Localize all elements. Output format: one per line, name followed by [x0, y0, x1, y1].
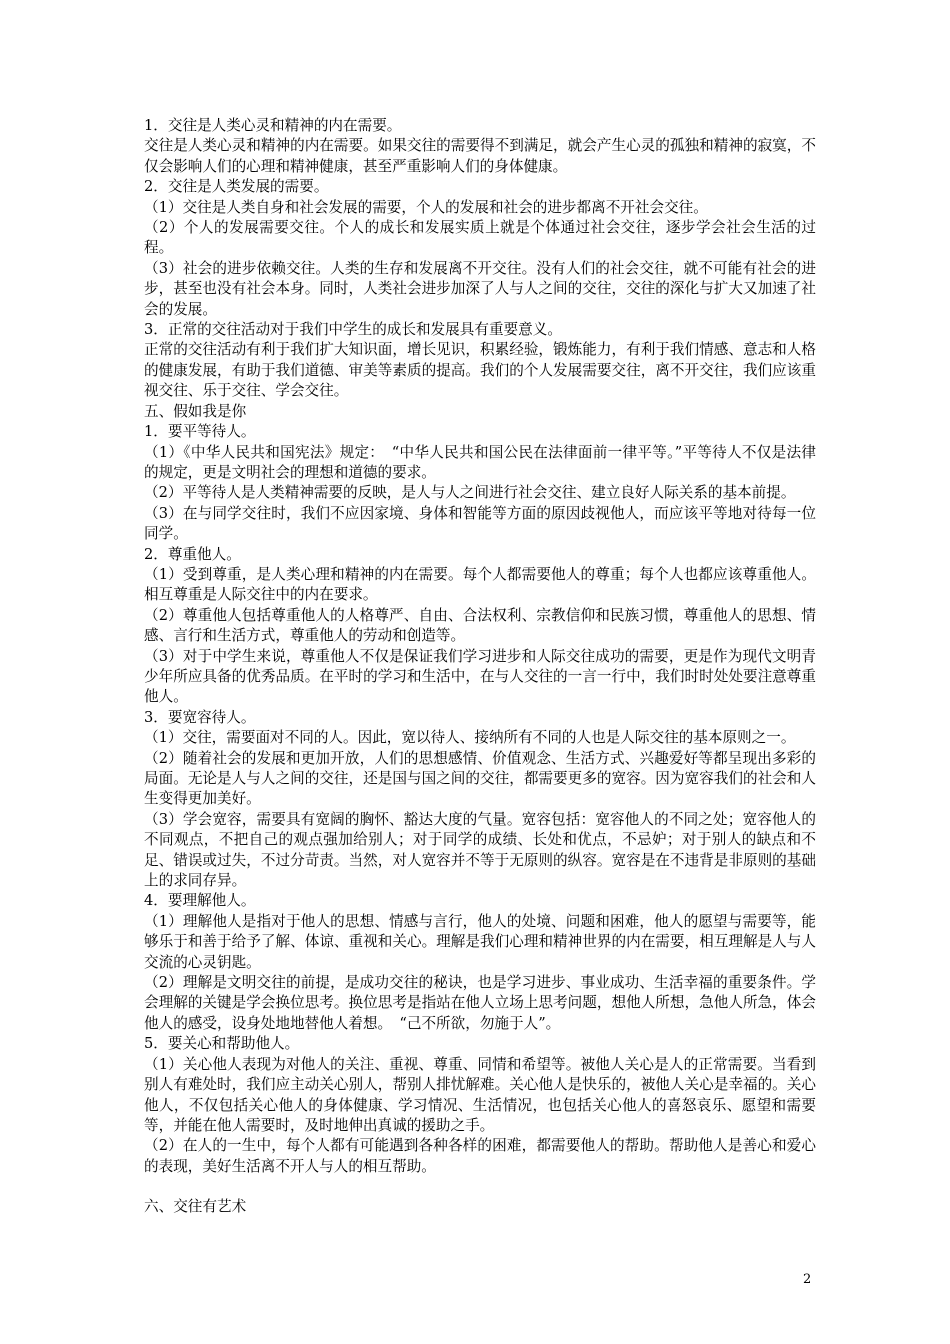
- subheading-understanding: 4．要理解他人。: [144, 892, 256, 910]
- section-heading-6: 六、交往有艺术: [144, 1198, 247, 1216]
- subheading-equality: 1．要平等待人。: [144, 423, 256, 441]
- heading-2: 2．交往是人类发展的需要。: [144, 178, 329, 196]
- subheading-care: 5．要关心和帮助他人。: [144, 1035, 300, 1053]
- paragraph: （2）尊重他人包括尊重他人的人格尊严、自由、合法权利、宗教信仰和民族习惯，尊重他人的思想、情感、言行和生活方式，尊重他人的劳动和创造等。: [144, 606, 816, 645]
- subheading-tolerance: 3．要宽容待人。: [144, 708, 256, 726]
- paragraph: （2）平等待人是人类精神需要的反映，是人与人之间进行社会交往、建立良好人际关系的基本前提。: [144, 484, 796, 502]
- subheading-respect: 2．尊重他人。: [144, 545, 241, 563]
- paragraph: 交往是人类心灵和精神的内在需要。如果交往的需要得不到满足，就会产生心灵的孤独和精神的寂寞，不仅会影响人们的心理和精神健康，甚至严重影响人们的身体健康。: [144, 137, 816, 175]
- paragraph: （2）随着社会的发展和更加开放，人们的思想感情、价值观念、生活方式、兴趣爱好等都呈现出多彩的局面。无论是人与人之间的交往，还是国与国之间的交往，都需要更多的宽容。因为宽容我们的社会和人生变得更加美好。: [144, 749, 816, 808]
- page-number: 2: [803, 1272, 812, 1287]
- paragraph: （1）交往，需要面对不同的人。因此，宽以待人、接纳所有不同的人也是人际交往的基本原则之一。: [144, 729, 796, 747]
- paragraph: （2）在人的一生中，每个人都有可能遇到各种各样的困难，都需要他人的帮助。帮助他人是善心和爱心的表现，美好生活离不开人与人的相互帮助。: [144, 1137, 816, 1175]
- paragraph: （1）关心他人表现为对他人的关注、重视、尊重、同情和希望等。被他人关心是人的正常需要。当看到别人有难处时，我们应主动关心别人，帮别人排忧解难。关心他人是快乐的，被他人关心是幸福的。关心他人，不仅包括关心他人的身体健康、学习情况、生活情况，也包括关心他人的喜怒哀乐、愿望和需要等，并能在他人需要时，及时地伸出真诚的援助之手。: [144, 1055, 816, 1134]
- paragraph: （1）交往是人类自身和社会发展的需要，个人的发展和社会的进步都离不开社会交往。: [144, 198, 708, 216]
- paragraph: （1）受到尊重，是人类心理和精神的内在需要。每个人都需要他人的尊重；每个人也都应该尊重他人。相互尊重是人际交往中的内在要求。: [144, 565, 816, 604]
- paragraph: （3）对于中学生来说，尊重他人不仅是保证我们学习进步和人际交往成功的需要，更是作为现代文明青少年所应具备的优秀品质。在平时的学习和生活中，在与人交往的一言一行中，我们时时处处要注意尊重他人。: [144, 647, 816, 706]
- paragraph: 正常的交往活动有利于我们扩大知识面，增长见识，积累经验，锻炼能力，有利于我们情感、意志和人格的健康发展，有助于我们道德、审美等素质的提高。我们的个人发展需要交往，离不开交往，我们应该重视交往、乐于交往、学会交往。: [144, 341, 816, 400]
- heading-1: 1．交往是人类心灵和精神的内在需要。: [144, 117, 402, 134]
- paragraph: （3）学会宽容，需要具有宽阔的胸怀、豁达大度的气量。宽容包括：宽容他人的不同之处；宽容他人的不同观点，不把自己的观点强加给别人；对于同学的成绩、长处和优点，不忌妒；对于别人的缺点和不足、错误或过失，不过分苛责。当然，对人宽容并不等于无原则的纵容。宽容是在不违背是非原则的基础上的求同存异。: [144, 810, 816, 890]
- paragraph: （1）《中华人民共和国宪法》规定： “中华人民共和国公民在法律面前一律平等。”平等待人不仅是法律的规定，更是文明社会的理想和道德的要求。: [144, 443, 816, 481]
- paragraph: （1）理解他人是指对于他人的思想、情感与言行，他人的处境、问题和困难，他人的愿望与需要等，能够乐于和善于给予了解、体谅、重视和关心。理解是我们心理和精神世界的内在需要，相互理解是人与人交流的心灵钥匙。: [144, 912, 816, 971]
- document-body: [144, 116, 816, 1218]
- section-heading-5: 五、假如我是你: [144, 402, 247, 420]
- heading-3: 3．正常的交往活动对于我们中学生的成长和发展具有重要意义。: [144, 321, 562, 339]
- paragraph: （2）个人的发展需要交往。个人的成长和发展实质上就是个体通过社会交往，逐步学会社会生活的过程。: [144, 219, 816, 257]
- paragraph: （3）社会的进步依赖交往。人类的生存和发展离不开交往。没有人们的社会交往，就不可能有社会的进步，甚至也没有社会本身。同时，人类社会进步加深了人与人之间的交往，交往的深化与扩大又加速了社会的发展。: [144, 259, 816, 318]
- paragraph: （3）在与同学交往时，我们不应因家境、身体和智能等方面的原因歧视他人，而应该平等地对待每一位同学。: [144, 504, 816, 543]
- paragraph: （2）理解是文明交往的前提，是成功交往的秘诀，也是学习进步、事业成功、生活幸福的重要条件。学会理解的关键是学会换位思考。换位思考是指站在他人立场上思考问题，想他人所想，急他人所急，体会他人的感受，设身处地地替他人着想。 “己不所欲，勿施于人”。: [144, 974, 816, 1032]
